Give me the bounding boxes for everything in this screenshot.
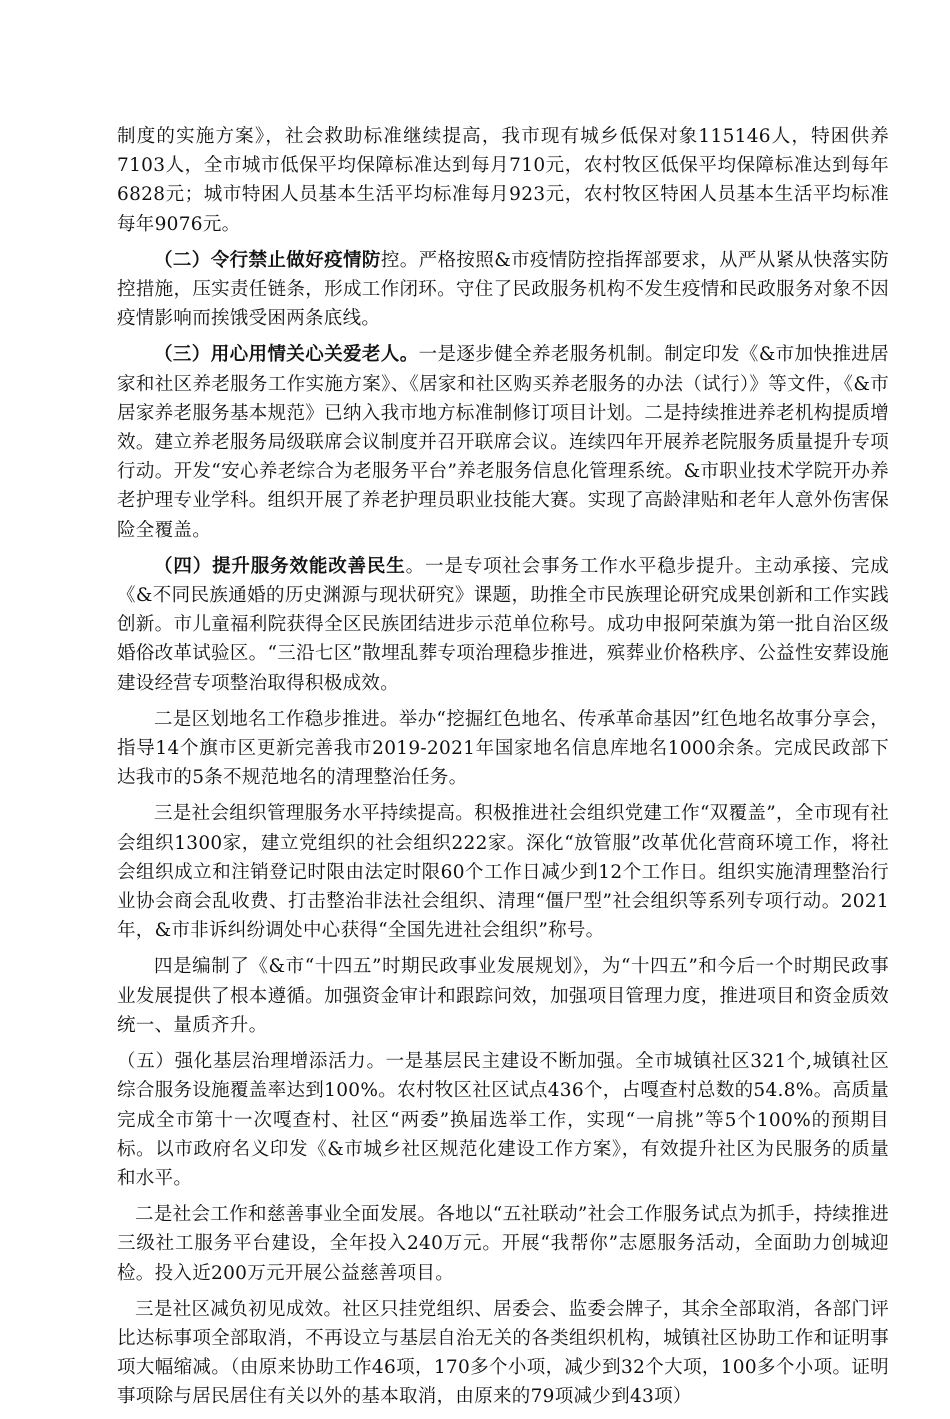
paragraph-community-burden-reduction <box>117 1295 889 1412</box>
paragraph-social-assistance <box>117 122 889 239</box>
section-heading: （三）用心用情关心关爱老人。 <box>154 344 419 366</box>
paragraph-social-work-charity <box>117 1200 889 1288</box>
paragraph-text: 一是逐步健全养老服务机制。制定印发《&市加快推进居家和社区养老服务工作实施方案》、《居家和社区购买养老服务的办法（试行）》等文件，《&市居家养老服务基本规范》已纳入我市地方标准制修订项目计划。二是持续推进养老机构提质增效。建立养老服务局级联席会议制度并召开联席会议。连续四年开展养老院服务质量提升专项行动。开发“安心养老综合为老服务平台”养老服务信息化管理系统。&市职业技术学院开办养老护理专业学科。组织开展了养老护理员职业技能大赛。实现了高龄津贴和老年人意外伤害保险全覆盖。 <box>117 344 889 541</box>
paragraph-text: （五）强化基层治理增添活力。一是基层民主建设不断加强。全市城镇社区321个,城镇社区综合服务设施覆盖率达到100%。农村牧区社区试点436个，占嘎查村总数的54.8%。高质量完成全市第十一次嘎查村、社区“两委”换届选举工作，实现“一肩挑”等5个100%的预期目标。以市政府名义印发《&市城乡社区规范化建设工作方案》，有效提升社区为民服务的质量和水平。 <box>117 1051 889 1189</box>
document-page <box>117 122 889 1419</box>
paragraph-text: 二是社会工作和慈善事业全面发展。各地以“五社联动”社会工作服务试点为抓手，持续推进三级社工服务平台建设，全年投入240万元。开展“我帮你”志愿服务活动，全面助力创城迎检。投入近200万元开展公益慈善项目。 <box>117 1204 889 1284</box>
paragraph-social-organizations <box>117 799 889 945</box>
paragraph-text: 三是社区减负初见成效。社区只挂党组织、居委会、监委会牌子，其余全部取消，各部门评比达标事项全部取消，不再设立与基层自治无关的各类组织机构，城镇社区协助工作和证明事项大幅缩减。（由原来协助工作46项，170多个小项，减少到32个大项，100多个小项。证明事项除与居民居住有关以外的基本取消，由原来的79项减少到43项） <box>117 1298 889 1408</box>
section-heading: （四）提升服务效能改善民生 <box>154 555 406 577</box>
section-heading: （二）令行禁止做好疫情防 <box>154 249 381 271</box>
paragraph-text: 四是编制了《&市“十四五”时期民政事业发展规划》，为“十四五”和今后一个时期民政事业发展提供了根本遵循。加强资金审计和跟踪问效，加强项目管理力度，推进项目和资金质效统一、量质齐升。 <box>117 956 889 1036</box>
paragraph-text: 。一是专项社会事务工作水平稳步提升。主动承接、完成《&不同民族通婚的历史渊源与现状研究》课题，助推全市民族理论研究成果创新和工作实践创新。市儿童福利院获得全区民族团结进步示范单位称号。成功申报阿荣旗为第一批自治区级婚俗改革试验区。“三沿七区”散埋乱葬专项治理稳步推进，殡葬业价格秩序、公益性安葬设施建设经营专项整治取得积极成效。 <box>117 555 889 694</box>
paragraph-epidemic-control <box>117 246 889 334</box>
paragraph-elderly-care <box>117 340 889 544</box>
paragraph-place-names <box>117 705 889 793</box>
paragraph-text: 二是区划地名工作稳步推进。举办“挖掘红色地名、传承革命基因”红色地名故事分享会，指导14个旗市区更新完善我市2019-2021年国家地名信息库地名1000余条。完成民政部下达我市的5条不规范地名的清理整治任务。 <box>117 708 889 789</box>
paragraph-text: 三是社会组织管理服务水平持续提高。积极推进社会组织党建工作“双覆盖”，全市现有社会组织1300家，建立党组织的社会组织222家。深化“放管服”改革优化营商环境工作，将社会组织成立和注销登记时限由法定时限60个工作日减少到12个工作日。组织实施清理整治行业协会商会乱收费、打击整治非法社会组织、清理“僵尸型”社会组织等系列专项行动。2021年，&市非诉纠纷调处中心获得“全国先进社会组织”称号。 <box>117 803 889 942</box>
paragraph-grassroots-governance <box>117 1047 889 1193</box>
paragraph-service-efficiency <box>117 552 889 698</box>
paragraph-text: 制度的实施方案》，社会救助标准继续提高，我市现有城乡低保对象115146人，特困供养7103人，全市城市低保平均保障标准达到每月710元，农村牧区低保平均保障标准达到每年6828元；城市特困人员基本生活平均标准每月923元，农村牧区特困人员基本生活平均标准每年9076元。 <box>117 126 889 235</box>
paragraph-text: 控。严格按照&市疫情防控指挥部要求，从严从紧从快落实防控措施，压实责任链条，形成工作闭环。守住了民政服务机构不发生疫情和民政服务对象不因疫情影响而挨饿受困两条底线。 <box>117 249 889 330</box>
paragraph-development-plan <box>117 952 889 1040</box>
